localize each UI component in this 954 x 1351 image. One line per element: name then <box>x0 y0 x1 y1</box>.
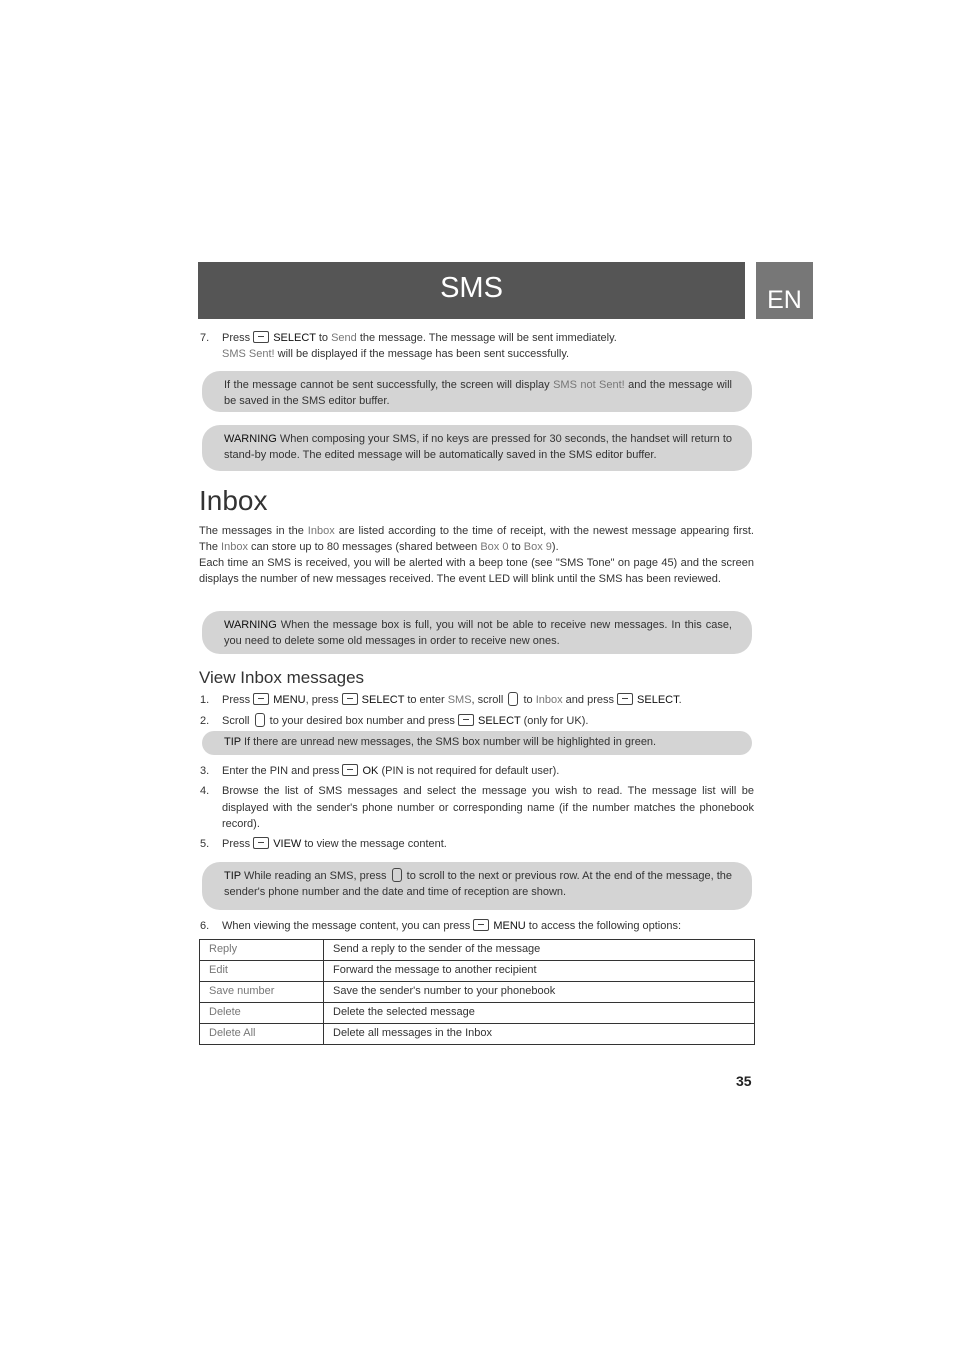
softkey-icon <box>253 331 269 343</box>
navigation-key-icon <box>508 692 518 706</box>
table-row <box>200 1003 755 1024</box>
section-title: SMS <box>440 272 503 304</box>
step-number: 6. <box>200 920 210 932</box>
options-table <box>199 939 755 1045</box>
option-desc: Delete the selected message <box>324 1003 755 1024</box>
step-3: Enter the PIN and press OK (PIN is not required for default user). <box>222 765 560 777</box>
warning-box: WARNING When the message box is full, you will not be able to receive new messages. In this case, you need to delete some old messages in order to receive new ones. <box>202 611 752 654</box>
warning-box: WARNING When composing your SMS, if no keys are pressed for 30 seconds, the handset will return to stand-by mode. The edited message will be automatically saved in the SMS editor buffer. <box>202 425 752 471</box>
language-label: EN <box>767 286 802 314</box>
tip-label: TIP <box>224 736 241 748</box>
step-7: Press SELECT to Send the message. The message will be sent immediately. SMS Sent! will be displayed if the message has been sent successfully. <box>222 332 617 360</box>
step-number: 4. <box>200 785 210 797</box>
tip-box: TIP While reading an SMS, press to scroll to the next or previous row. At the end of the message, the sender's phone number and the date and time of reception are shown. <box>202 862 752 910</box>
step-2: Scroll to your desired box number and press SELECT (only for UK). <box>222 715 589 727</box>
softkey-icon <box>458 714 474 726</box>
section-header <box>198 262 745 319</box>
softkey-icon <box>253 837 269 849</box>
step-number: 3. <box>200 765 210 777</box>
step-6: When viewing the message content, you can press MENU to access the following options: <box>222 920 682 932</box>
language-tab <box>756 262 813 319</box>
option-name: Edit <box>200 961 324 982</box>
softkey-icon <box>253 693 269 705</box>
step-number: 7. <box>200 332 210 344</box>
table-row <box>200 961 755 982</box>
warning-label: WARNING <box>224 433 277 445</box>
note-box: If the message cannot be sent successfully, the screen will display SMS not Sent! and the message will be saved in the SMS editor buffer. <box>202 371 752 412</box>
softkey-icon <box>342 693 358 705</box>
softkey-icon <box>617 693 633 705</box>
tip-box: TIP If there are unread new messages, the SMS box number will be highlighted in green. <box>202 731 752 755</box>
warning-label: WARNING <box>224 619 277 631</box>
step-5: Press VIEW to view the message content. <box>222 838 447 850</box>
step-number: 1. <box>200 694 210 706</box>
step-4: Browse the list of SMS messages and select the message you wish to read. The message list will be displayed with the sender's phone number or corresponding name (if the number matches the phonebook record). <box>222 785 754 830</box>
inbox-intro: The messages in the Inbox are listed according to the time of receipt, with the newest message appearing first. The Inbox can store up to 80 messages (shared between Box 0 to Box 9). Each time an SMS is received, you will be alerted with a beep tone (see "SMS Tone" on page 45) and the screen displays the number of new messages received. The event LED will blink until the SMS has been reviewed. <box>199 525 754 585</box>
step-number: 5. <box>200 838 210 850</box>
option-name: Delete <box>200 1003 324 1024</box>
view-inbox-heading: View Inbox messages <box>199 668 365 687</box>
option-name: Delete All <box>200 1024 324 1045</box>
step-1: Press MENU, press SELECT to enter SMS, scroll to Inbox and press SELECT. <box>222 694 682 706</box>
option-desc: Save the sender's number to your phonebook <box>324 982 755 1003</box>
tip-label: TIP <box>224 870 241 882</box>
option-name: Reply <box>200 940 324 961</box>
table-row <box>200 940 755 961</box>
table-row <box>200 1024 755 1045</box>
navigation-key-icon <box>255 713 265 727</box>
option-desc: Send a reply to the sender of the message <box>324 940 755 961</box>
option-desc: Delete all messages in the Inbox <box>324 1024 755 1045</box>
inbox-heading: Inbox <box>199 485 268 516</box>
softkey-icon <box>473 919 489 931</box>
softkey-icon <box>342 764 358 776</box>
step-number: 2. <box>200 715 210 727</box>
table-row <box>200 982 755 1003</box>
option-desc: Forward the message to another recipient <box>324 961 755 982</box>
option-name: Save number <box>200 982 324 1003</box>
page-number: 35 <box>736 1073 752 1089</box>
navigation-key-icon <box>392 868 402 882</box>
